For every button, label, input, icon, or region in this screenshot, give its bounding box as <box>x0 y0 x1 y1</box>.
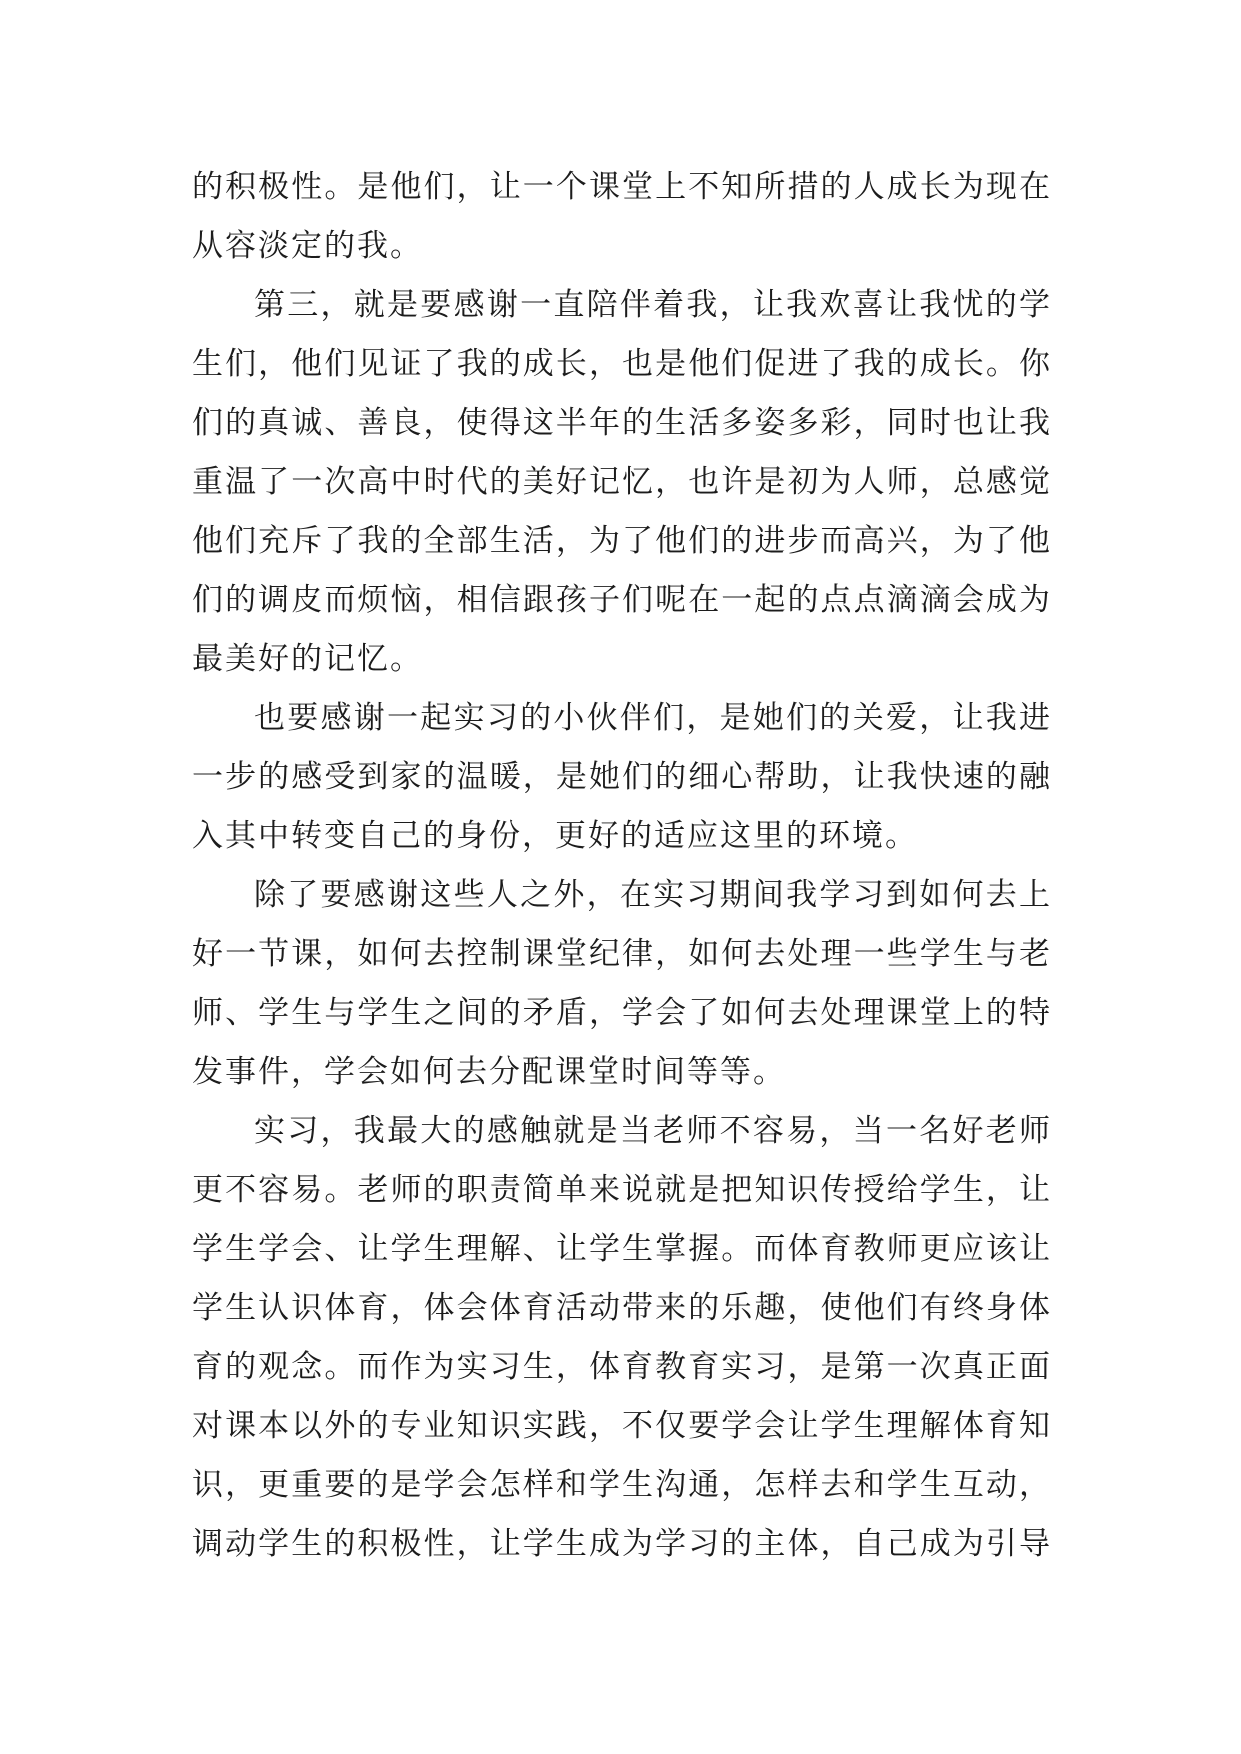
paragraph <box>192 158 1052 276</box>
text-line: 实习，我最大的感触就是当老师不容易，当一名好老师 <box>254 1113 1052 1149</box>
paragraph <box>192 276 1052 689</box>
text-line: 师、学生与学生之间的矛盾，学会了如何去处理课堂上的特 <box>192 995 1052 1031</box>
text-line: 育的观念。而作为实习生，体育教育实习，是第一次真正面 <box>192 1349 1052 1385</box>
text-line: 学生认识体育，体会体育活动带来的乐趣，使他们有终身体 <box>192 1290 1052 1326</box>
text-line: 学生学会、让学生理解、让学生掌握。而体育教师更应该让 <box>192 1231 1052 1267</box>
document-page <box>192 158 1052 1574</box>
text-line: 们的调皮而烦恼，相信跟孩子们呢在一起的点点滴滴会成为 <box>192 582 1052 618</box>
text-line: 调动学生的积极性，让学生成为学习的主体，自己成为引导 <box>192 1526 1052 1562</box>
text-line: 的积极性。是他们，让一个课堂上不知所措的人成长为现在 <box>192 169 1052 205</box>
text-line: 发事件，学会如何去分配课堂时间等等。 <box>192 1054 786 1090</box>
text-line: 一步的感受到家的温暖，是她们的细心帮助，让我快速的融 <box>192 759 1052 795</box>
text-line: 他们充斥了我的全部生活，为了他们的进步而高兴，为了他 <box>192 523 1052 559</box>
text-line: 第三，就是要感谢一直陪伴着我，让我欢喜让我忧的学 <box>254 287 1052 323</box>
text-line: 更不容易。老师的职责简单来说就是把知识传授给学生，让 <box>192 1172 1052 1208</box>
text-line: 入其中转变自己的身份，更好的适应这里的环境。 <box>192 818 918 854</box>
text-line: 们的真诚、善良，使得这半年的生活多姿多彩，同时也让我 <box>192 405 1052 441</box>
text-line: 重温了一次高中时代的美好记忆，也许是初为人师，总感觉 <box>192 464 1052 500</box>
paragraph <box>192 1102 1052 1574</box>
text-line: 也要感谢一起实习的小伙伴们，是她们的关爱，让我进 <box>254 700 1052 736</box>
text-line: 最美好的记忆。 <box>192 641 423 677</box>
text-line: 除了要感谢这些人之外，在实习期间我学习到如何去上 <box>254 877 1052 913</box>
text-line: 从容淡定的我。 <box>192 228 423 264</box>
text-line: 识，更重要的是学会怎样和学生沟通，怎样去和学生互动， <box>192 1467 1052 1503</box>
paragraph <box>192 866 1052 1102</box>
paragraph <box>192 689 1052 866</box>
text-line: 好一节课，如何去控制课堂纪律，如何去处理一些学生与老 <box>192 936 1052 972</box>
text-line: 生们，他们见证了我的成长，也是他们促进了我的成长。你 <box>192 346 1052 382</box>
text-line: 对课本以外的专业知识实践，不仅要学会让学生理解体育知 <box>192 1408 1052 1444</box>
